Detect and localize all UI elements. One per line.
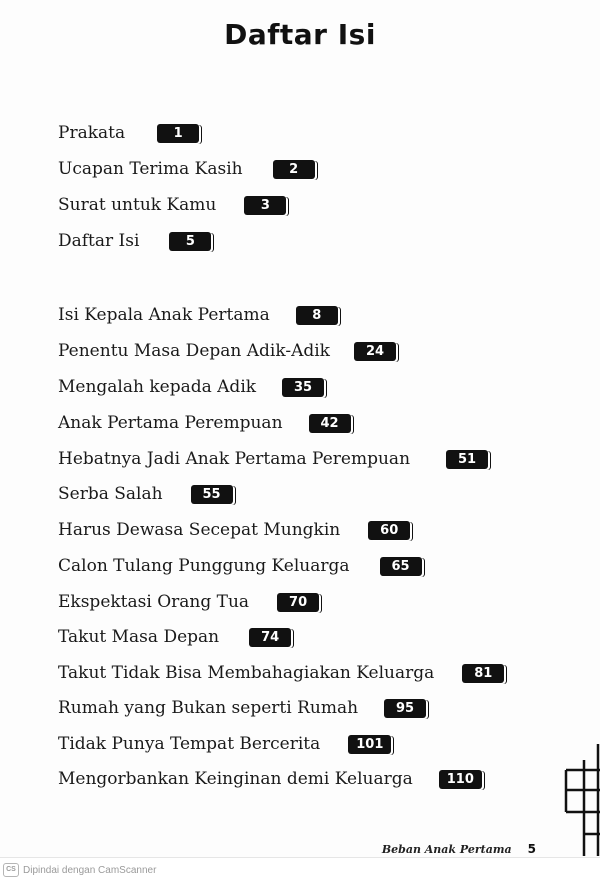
toc-entry[interactable] [58,694,426,722]
toc-entry-title: Takut Tidak Bisa Membahagiakan Keluarga [58,663,435,683]
footer-page-number: 5 [527,842,536,856]
toc-entry[interactable] [58,552,422,580]
toc-page-number-badge: 70 [277,593,319,612]
footer-book-title: Beban Anak Pertama [381,842,512,856]
toc-entry[interactable] [58,337,396,365]
toc-page-number-badge: 95 [384,699,426,718]
toc-page-number-badge: 81 [462,664,504,683]
toc-page-number-badge: 24 [354,342,396,361]
toc-page-number-badge: 8 [296,306,338,325]
toc-page-number-badge: 51 [446,450,488,469]
toc-page-number-badge: 60 [368,521,410,540]
toc-page-number-badge: 35 [282,378,324,397]
watermark-text: Dipindai dengan CamScanner [23,864,157,876]
toc-entry-title: Daftar Isi [58,231,140,251]
toc-entry[interactable] [58,227,211,255]
toc-entry[interactable] [58,516,410,544]
toc-entry-title: Mengorbankan Keinginan demi Keluarga [58,769,413,789]
page-title: Daftar Isi [224,18,376,51]
toc-page-number-badge: 3 [244,196,286,215]
toc-entry[interactable] [58,765,482,793]
toc-entry[interactable] [58,480,233,508]
toc-entry-title: Ekspektasi Orang Tua [58,592,250,612]
toc-page-number-badge: 1 [157,124,199,143]
toc-entry-title: Surat untuk Kamu [58,195,217,215]
toc-entry-title: Calon Tulang Punggung Keluarga [58,556,350,576]
toc-entry[interactable] [58,155,315,183]
toc-entry-title: Anak Pertama Perempuan [58,413,283,433]
toc-entry[interactable] [58,409,351,437]
toc-page-number-badge: 101 [348,735,391,754]
camscanner-logo-icon: CS [3,863,19,877]
toc-entry-title: Ucapan Terima Kasih [58,159,243,179]
toc-page-number-badge: 5 [169,232,211,251]
scanner-watermark [3,863,156,877]
toc-entry-title: Serba Salah [58,484,163,504]
toc-page-number-badge: 65 [380,557,422,576]
toc-page-number-badge: 55 [191,485,233,504]
toc-page-number-badge: 74 [249,628,291,647]
toc-entry-title: Hebatnya Jadi Anak Pertama Perempuan [58,449,411,469]
toc-entry[interactable] [58,191,286,219]
grid-decoration [564,744,600,856]
toc-page-number-badge: 110 [439,770,482,789]
toc-entry-title: Tidak Punya Tempat Bercerita [58,734,321,754]
toc-entry-title: Mengalah kepada Adik [58,377,257,397]
toc-entry[interactable] [58,623,291,651]
toc-page-number-badge: 2 [273,160,315,179]
toc-entry-title: Rumah yang Bukan seperti Rumah [58,698,359,718]
page-footer [382,842,536,856]
toc-page-number-badge: 42 [309,414,351,433]
toc-entry-title: Harus Dewasa Secepat Mungkin [58,520,341,540]
toc-entry[interactable] [58,659,504,687]
toc-entry[interactable] [58,730,391,758]
toc-entry[interactable] [58,445,488,473]
toc-entry[interactable] [58,588,319,616]
toc-entry-title: Isi Kepala Anak Pertama [58,305,270,325]
toc-entry[interactable] [58,119,199,147]
toc-entry-title: Prakata [58,123,126,143]
toc-entry-title: Takut Masa Depan [58,627,220,647]
toc-entry[interactable] [58,373,324,401]
toc-entry[interactable] [58,301,338,329]
toc-entry-title: Penentu Masa Depan Adik-Adik [58,341,330,361]
